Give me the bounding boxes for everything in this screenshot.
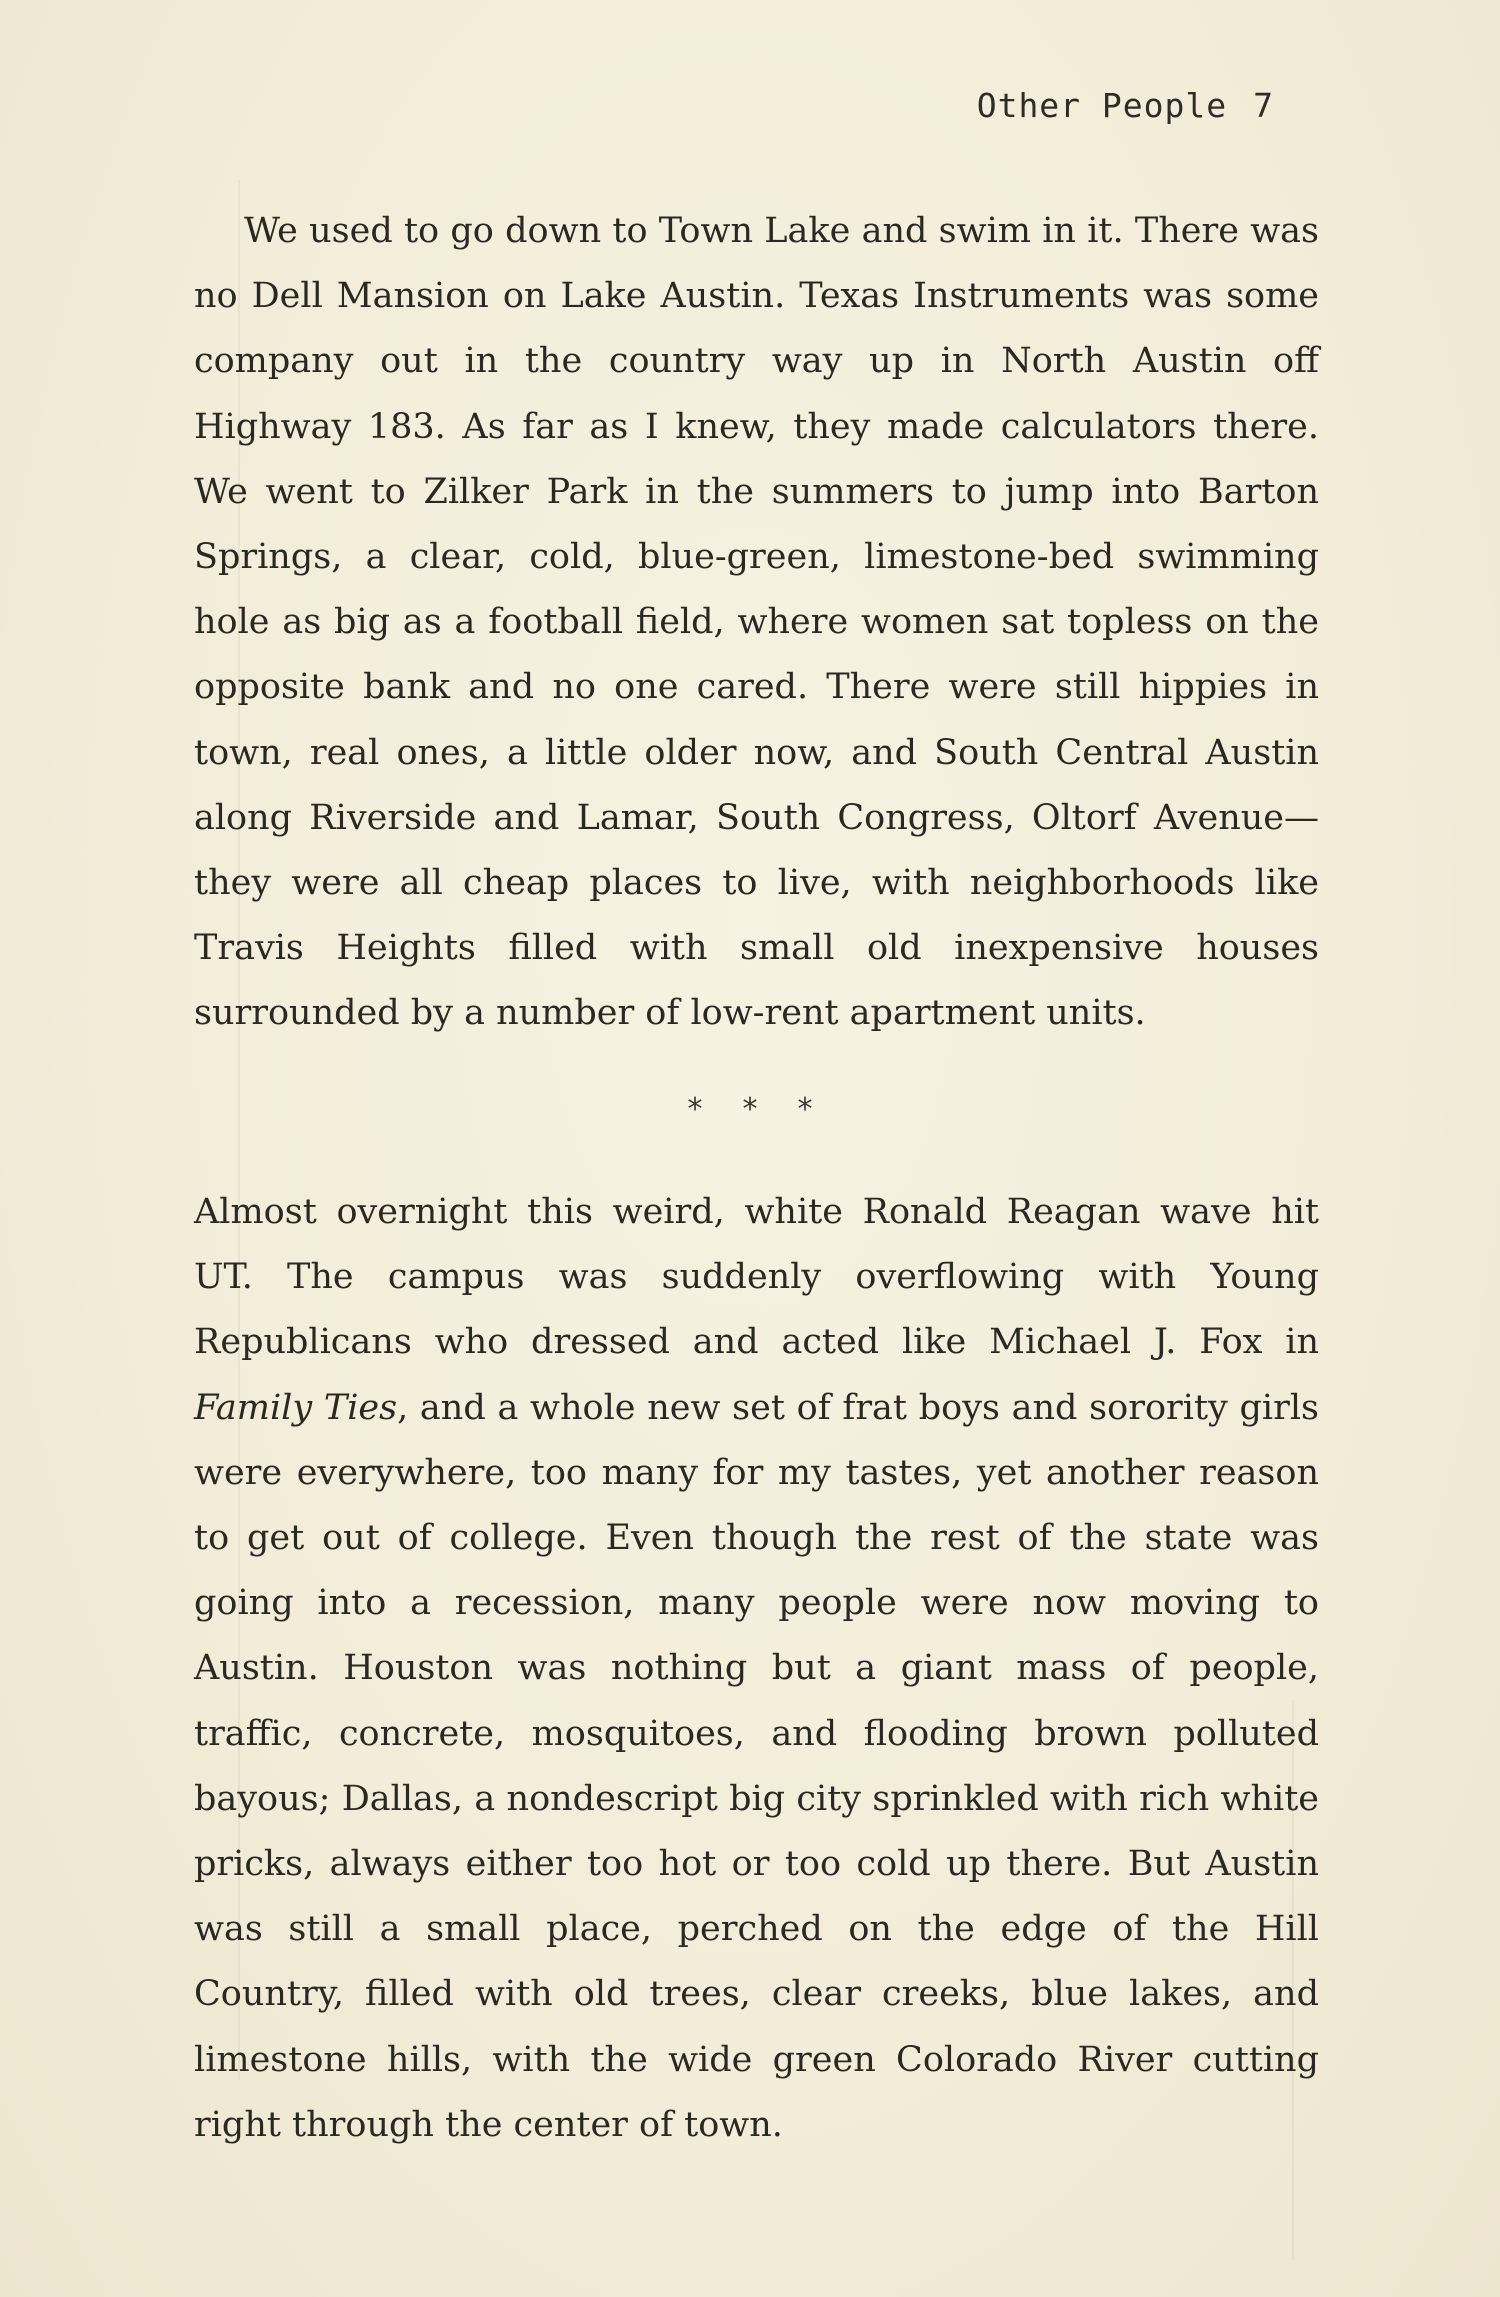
running-header [977,86,1274,125]
paragraph-town-lake: We used to go down to Town Lake and swim in it. There was no Dell Mansion on Lake Austin. Texas Instruments was some company out in the country way up in North Austin off Highway 183. As far as I knew, they made calculators there. We went to Zilker Park in the summers to jump into Barton Springs, a clear, cold, blue-green, limestone-bed swimming hole as big as a football field, where women sat topless on the opposite bank and no one cared. There were still hippies in town, real ones, a little older now, and South Central Austin along Riverside and Lamar, South Congress, Oltorf Avenue—they were all cheap places to live, with neighborhoods like Travis Heights filled with small old inexpensive houses surrounded by a number of low-rent apartment units. [194,211,1319,1034]
section-break-asterisk: * [797,1092,813,1127]
paragraph-text-start: Almost overnight this weird, white Ronald Reagan wave hit UT. The campus was suddenly overflowing with Young Republicans who dressed and acted like Michael J. Fox in [194,1192,1319,1363]
section-break [0,1092,1500,1127]
paragraph-text-end: , and a whole new set of frat boys and sorority girls were everywhere, too many for my tastes, yet another reason to get out of college. Even though the rest of the state was going into a recession, many people were now moving to Austin. Houston was nothing but a giant mass of people, traffic, concrete, mosquitoes, and flooding brown polluted bayous; Dallas, a nondescript big city sprinkled with rich white pricks, always either too hot or too cold up there. But Austin was still a small place, perched on the edge of the Hill Country, filled with old trees, clear creeks, blue lakes, and limestone hills, with the wide green Colorado River cutting right through the center of town. [194,1387,1319,2145]
section-break-asterisk: * [687,1092,703,1127]
running-title: Other People [976,86,1228,125]
section-break-asterisk: * [742,1092,758,1127]
show-title: Family Ties [194,1387,398,1428]
paragraph-reagan-wave [194,1180,1319,2158]
page-number: 7 [1253,86,1274,125]
